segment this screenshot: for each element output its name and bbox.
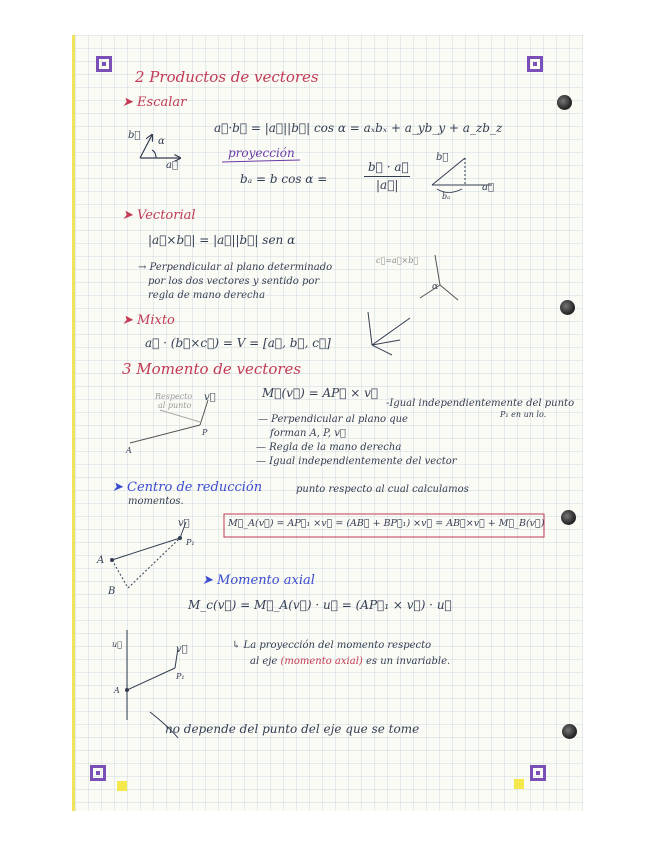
axial-formula: M_c(v⃗) = M⃗_A(v⃗) · u⃗ = (AP⃗₁ × v⃗) · u⃗: [188, 598, 452, 612]
fig2-ba-label: bₐ: [442, 192, 451, 201]
cross-product-formula: |a⃗×b⃗| = |a⃗||b⃗| sen α: [148, 233, 296, 247]
cross-fig-label: c⃗=a⃗×b⃗: [376, 256, 419, 265]
vectorial-heading-text: Vectorial: [137, 208, 196, 223]
fig-alpha-label: α: [158, 136, 165, 147]
cross-note-line2: por los dos vectores y sentido por: [148, 276, 320, 287]
cross-note-line3: regla de mano derecha: [148, 290, 266, 301]
moment-fig-a: A: [126, 446, 132, 455]
page-title: 2 Productos de vectores: [135, 68, 319, 86]
dot-product-formula: a⃗·b⃗ = |a⃗||b⃗| cos α = aₓbₓ + a_yb_y + a_zb_z: [214, 121, 503, 135]
centro-desc-2: momentos.: [128, 496, 184, 507]
moment-bullet-1: — Perpendicular al plano que: [258, 414, 408, 425]
reduction-center-figure: [111, 522, 187, 588]
axial-heading-text: Momento axial: [217, 573, 315, 588]
section-vectorial-heading: ➤ Vectorial: [122, 208, 196, 223]
axial-fig-p1: P₁: [176, 672, 185, 681]
section-momento-title: 3 Momento de vectores: [122, 360, 302, 378]
moment-fig-v: v⃗: [204, 392, 216, 403]
cross-note-line1: → Perpendicular al plano determinado: [138, 262, 333, 273]
axial-note-1: ↳ La proyección del momento respecto: [232, 640, 432, 651]
section-axial-heading: ➤ Momento axial: [202, 573, 315, 588]
axial-note-2b: (momento axial): [280, 656, 363, 667]
moment-side-1: -Igual independientemente del punto: [386, 398, 575, 409]
projection-denominator: |a⃗|: [376, 178, 399, 192]
axial-fig-u: u⃗: [112, 640, 122, 649]
axial-fig-v: v⃗: [176, 644, 188, 655]
centro-fig-p1: P₁: [186, 538, 195, 547]
projection-formula: bₐ = b cos α =: [240, 172, 328, 186]
fraction-bar: [364, 176, 410, 177]
section-escalar-heading: ➤ Escalar: [122, 95, 187, 110]
cross-fig-alpha: α: [432, 282, 439, 292]
proyeccion-underline: [222, 160, 300, 162]
escalar-heading-text: Escalar: [137, 95, 187, 110]
projection-label: proyección: [228, 146, 295, 160]
centro-heading-text: Centro de reducción: [127, 480, 263, 495]
moment-bullet-1b: forman A, P, v⃗: [270, 428, 346, 439]
axial-note-2c: es un invariable.: [365, 656, 451, 667]
moment-formula: M⃗(v⃗) = AP⃗ × v⃗: [262, 386, 379, 400]
projection-numerator: b⃗ · a⃗: [368, 160, 409, 174]
fig2-b-label: b⃗: [436, 152, 449, 163]
centro-fig-v: v⃗: [178, 518, 190, 529]
axial-footer-note: no depende del punto del eje que se tome: [165, 722, 420, 736]
fig-a-label: a⃗: [166, 160, 178, 171]
cross-product-figure: [420, 255, 458, 300]
moment-side-2: P₁ en un lo.: [500, 410, 547, 419]
axial-fig-a: A: [114, 686, 120, 695]
moment-fig-p: P: [202, 428, 208, 437]
centro-fig-b: B: [108, 586, 116, 597]
fig2-a-label: a⃗: [482, 182, 494, 193]
moment-fig-note1: Respecto: [155, 392, 193, 401]
moment-bullet-2: — Regla de la mano derecha: [256, 442, 402, 453]
mixed-product-figure: [368, 312, 410, 355]
moment-bullet-3: — Igual independientemente del vector: [256, 456, 457, 467]
fig-b-label: b⃗: [128, 130, 141, 141]
centro-formula: M⃗_A(v⃗) = AP⃗₁ ×v⃗ = (AB⃗ + BP⃗₁) ×v⃗ = AB⃗×v⃗ + M⃗_B(v⃗): [228, 518, 545, 529]
moment-fig-note2: al punto: [158, 401, 192, 410]
axial-note-2: [250, 656, 450, 667]
axial-note-2a: al eje: [250, 656, 278, 667]
section-centro-heading: ➤ Centro de reducción: [112, 480, 263, 495]
centro-desc-1: punto respecto al cual calculamos: [296, 484, 469, 495]
centro-fig-a: A: [97, 555, 105, 566]
mixto-heading-text: Mixto: [137, 313, 175, 328]
mixed-product-formula: a⃗ · (b⃗×c⃗) = V = [a⃗, b⃗, c⃗]: [145, 336, 331, 350]
section-mixto-heading: ➤ Mixto: [122, 313, 175, 328]
